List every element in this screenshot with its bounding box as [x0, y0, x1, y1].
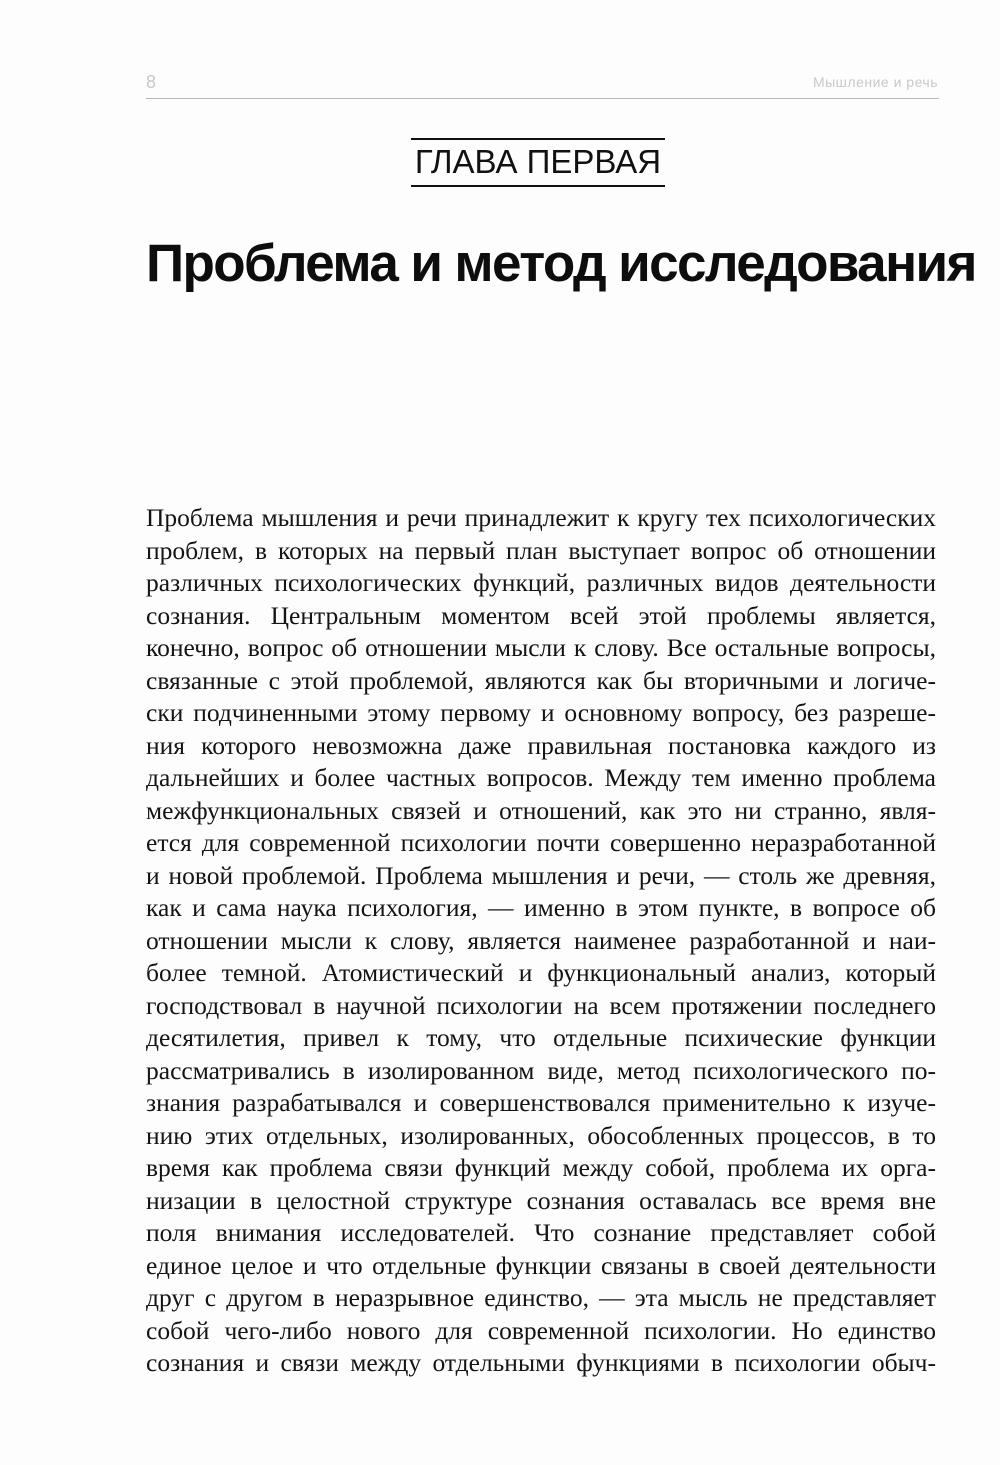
text-line: как и сама наука психология, — именно в этом пункте, в вопросе об — [146, 893, 936, 922]
text-line: поля внимания исследователей. Что сознание представляет собой — [146, 1218, 936, 1247]
body-paragraph — [146, 502, 936, 1380]
text-line: друг с другом в неразрывное единство, — эта мысль не представляет — [146, 1283, 936, 1312]
text-line: сознания. Центральным моментом всей этой проблемы является, — [146, 600, 936, 630]
chapter-label-container — [0, 138, 1000, 187]
text-line: межфункциональных связей и отношений, как это ни странно, явля- — [146, 795, 936, 825]
text-line: связанные с этой проблемой, являются как бы вторичными и логиче- — [146, 665, 936, 695]
text-line: отношении мысли к слову, является наименее разработанной и наи- — [146, 925, 936, 955]
text-line: нию этих отдельных, изолированных, обособленных процессов, в то — [146, 1120, 936, 1150]
text-line: Проблема мышления и речи принадлежит к кругу тех психологических — [146, 503, 936, 532]
page-number: 8 — [146, 72, 157, 92]
running-head: Мышление и речь — [812, 74, 938, 90]
chapter-title: Проблема и метод исследования — [146, 234, 976, 293]
text-line: более темной. Атомистический и функциональный анализ, который — [146, 958, 936, 987]
text-line: сознания и связи между отдельными функциями в психологии обыч- — [146, 1348, 936, 1377]
header-rule — [146, 98, 939, 99]
text-line: ски подчиненными этому первому и основному вопросу, без разреше- — [146, 698, 936, 727]
text-line: время как проблема связи функций между собой, проблема их орга- — [146, 1153, 936, 1182]
text-line: конечно, вопрос об отношении мысли к слову. Все остальные вопросы, — [146, 633, 936, 662]
text-line: ния которого невозможна даже правильная постановка каждого из — [146, 730, 936, 760]
text-line: собой чего-либо нового для современной психологии. Но единство — [146, 1315, 936, 1345]
text-line: дальнейших и более частных вопросов. Между тем именно проблема — [146, 763, 936, 792]
text-line: низации в целостной структуре сознания оставалась все время вне — [146, 1185, 936, 1215]
text-line: господствовал в научной психологии на всем протяжении последнего — [146, 990, 936, 1020]
text-line: и новой проблемой. Проблема мышления и речи, — столь же древняя, — [146, 860, 936, 890]
text-line: ется для современной психологии почти совершенно неразработанной — [146, 828, 936, 857]
chapter-label: ГЛАВА ПЕРВАЯ — [411, 138, 665, 187]
text-line: десятилетия, привел к тому, что отдельные психические функции — [146, 1023, 936, 1052]
text-line: знания разрабатывался и совершенствовался применительно к изуче- — [146, 1088, 936, 1117]
text-line: проблем, в которых на первый план выступает вопрос об отношении — [146, 535, 936, 565]
text-line: единое целое и что отдельные функции связаны в своей деятельности — [146, 1250, 936, 1280]
text-line: рассматривались в изолированном виде, метод психологического по- — [146, 1055, 936, 1085]
text-line: различных психологических функций, различных видов деятельности — [146, 568, 936, 597]
